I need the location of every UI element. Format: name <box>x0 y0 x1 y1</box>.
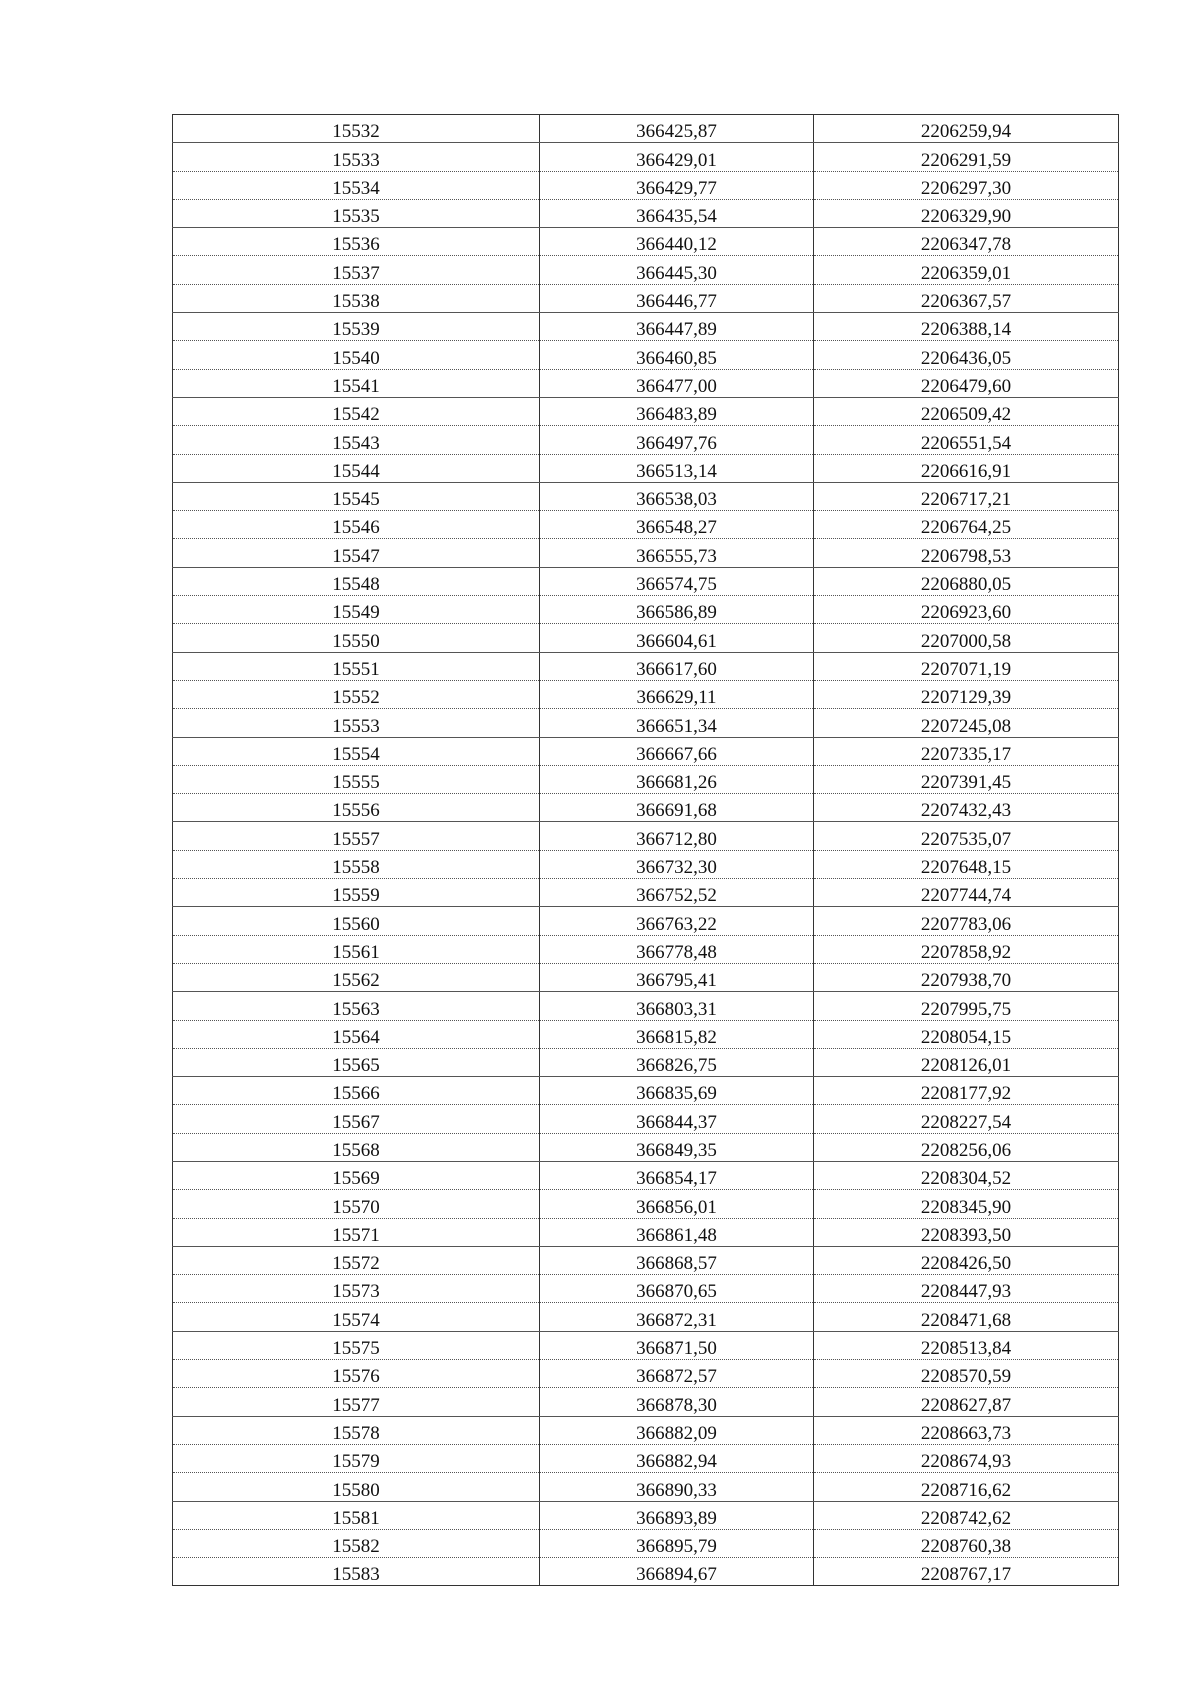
point-number-cell: 15549 <box>173 596 540 624</box>
y-coordinate-cell: 2207535,07 <box>814 822 1119 850</box>
y-coordinate-cell: 2207129,39 <box>814 680 1119 708</box>
x-coordinate-cell: 366868,57 <box>540 1246 814 1274</box>
point-number-cell: 15577 <box>173 1388 540 1416</box>
point-number-cell: 15569 <box>173 1161 540 1189</box>
y-coordinate-cell: 2206717,21 <box>814 482 1119 510</box>
x-coordinate-cell: 366803,31 <box>540 992 814 1020</box>
y-coordinate-cell: 2208742,62 <box>814 1501 1119 1529</box>
x-coordinate-cell: 366429,01 <box>540 143 814 171</box>
table-row <box>173 313 1119 341</box>
y-coordinate-cell: 2208716,62 <box>814 1473 1119 1501</box>
y-coordinate-cell: 2206798,53 <box>814 539 1119 567</box>
x-coordinate-cell: 366651,34 <box>540 709 814 737</box>
point-number-cell: 15544 <box>173 454 540 482</box>
x-coordinate-cell: 366440,12 <box>540 228 814 256</box>
y-coordinate-cell: 2206616,91 <box>814 454 1119 482</box>
table-row <box>173 539 1119 567</box>
table-row <box>173 1020 1119 1048</box>
point-number-cell: 15562 <box>173 963 540 991</box>
x-coordinate-cell: 366477,00 <box>540 369 814 397</box>
y-coordinate-cell: 2208471,68 <box>814 1303 1119 1331</box>
point-number-cell: 15543 <box>173 426 540 454</box>
x-coordinate-cell: 366586,89 <box>540 596 814 624</box>
y-coordinate-cell: 2208760,38 <box>814 1529 1119 1557</box>
table-row <box>173 1133 1119 1161</box>
y-coordinate-cell: 2206551,54 <box>814 426 1119 454</box>
y-coordinate-cell: 2207245,08 <box>814 709 1119 737</box>
x-coordinate-cell: 366878,30 <box>540 1388 814 1416</box>
x-coordinate-cell: 366871,50 <box>540 1331 814 1359</box>
point-number-cell: 15582 <box>173 1529 540 1557</box>
table-row <box>173 1473 1119 1501</box>
table-row <box>173 1388 1119 1416</box>
point-number-cell: 15537 <box>173 256 540 284</box>
x-coordinate-cell: 366778,48 <box>540 935 814 963</box>
y-coordinate-cell: 2207335,17 <box>814 737 1119 765</box>
x-coordinate-cell: 366844,37 <box>540 1105 814 1133</box>
x-coordinate-cell: 366497,76 <box>540 426 814 454</box>
y-coordinate-cell: 2207000,58 <box>814 624 1119 652</box>
point-number-cell: 15532 <box>173 115 540 143</box>
point-number-cell: 15553 <box>173 709 540 737</box>
point-number-cell: 15573 <box>173 1275 540 1303</box>
table-row <box>173 992 1119 1020</box>
y-coordinate-cell: 2206329,90 <box>814 199 1119 227</box>
y-coordinate-cell: 2208304,52 <box>814 1161 1119 1189</box>
table-row <box>173 1077 1119 1105</box>
y-coordinate-cell: 2207783,06 <box>814 907 1119 935</box>
table-row <box>173 1558 1119 1586</box>
x-coordinate-cell: 366445,30 <box>540 256 814 284</box>
table-row <box>173 1501 1119 1529</box>
table-row <box>173 341 1119 369</box>
point-number-cell: 15555 <box>173 765 540 793</box>
x-coordinate-cell: 366861,48 <box>540 1218 814 1246</box>
y-coordinate-cell: 2207744,74 <box>814 879 1119 907</box>
x-coordinate-cell: 366815,82 <box>540 1020 814 1048</box>
table-row <box>173 284 1119 312</box>
point-number-cell: 15581 <box>173 1501 540 1529</box>
table-row <box>173 596 1119 624</box>
table-row <box>173 1218 1119 1246</box>
y-coordinate-cell: 2208177,92 <box>814 1077 1119 1105</box>
y-coordinate-cell: 2206509,42 <box>814 397 1119 425</box>
table-row <box>173 1529 1119 1557</box>
y-coordinate-cell: 2208126,01 <box>814 1048 1119 1076</box>
x-coordinate-cell: 366854,17 <box>540 1161 814 1189</box>
point-number-cell: 15548 <box>173 567 540 595</box>
table-row <box>173 1246 1119 1274</box>
y-coordinate-cell: 2206923,60 <box>814 596 1119 624</box>
table-row <box>173 1360 1119 1388</box>
x-coordinate-cell: 366460,85 <box>540 341 814 369</box>
point-number-cell: 15583 <box>173 1558 540 1586</box>
x-coordinate-cell: 366890,33 <box>540 1473 814 1501</box>
table-row <box>173 482 1119 510</box>
x-coordinate-cell: 366882,09 <box>540 1416 814 1444</box>
x-coordinate-cell: 366893,89 <box>540 1501 814 1529</box>
point-number-cell: 15547 <box>173 539 540 567</box>
point-number-cell: 15539 <box>173 313 540 341</box>
point-number-cell: 15533 <box>173 143 540 171</box>
table-row <box>173 737 1119 765</box>
y-coordinate-cell: 2208393,50 <box>814 1218 1119 1246</box>
x-coordinate-cell: 366447,89 <box>540 313 814 341</box>
y-coordinate-cell: 2208345,90 <box>814 1190 1119 1218</box>
y-coordinate-cell: 2208663,73 <box>814 1416 1119 1444</box>
point-number-cell: 15579 <box>173 1444 540 1472</box>
x-coordinate-cell: 366835,69 <box>540 1077 814 1105</box>
x-coordinate-cell: 366691,68 <box>540 794 814 822</box>
x-coordinate-cell: 366826,75 <box>540 1048 814 1076</box>
x-coordinate-cell: 366849,35 <box>540 1133 814 1161</box>
point-number-cell: 15541 <box>173 369 540 397</box>
x-coordinate-cell: 366548,27 <box>540 511 814 539</box>
table-row <box>173 1161 1119 1189</box>
y-coordinate-cell: 2206436,05 <box>814 341 1119 369</box>
point-number-cell: 15542 <box>173 397 540 425</box>
point-number-cell: 15550 <box>173 624 540 652</box>
point-number-cell: 15545 <box>173 482 540 510</box>
point-number-cell: 15561 <box>173 935 540 963</box>
table-row <box>173 1416 1119 1444</box>
x-coordinate-cell: 366795,41 <box>540 963 814 991</box>
table-row <box>173 765 1119 793</box>
point-number-cell: 15578 <box>173 1416 540 1444</box>
point-number-cell: 15557 <box>173 822 540 850</box>
point-number-cell: 15551 <box>173 652 540 680</box>
point-number-cell: 15574 <box>173 1303 540 1331</box>
x-coordinate-cell: 366425,87 <box>540 115 814 143</box>
coordinates-table <box>172 114 1119 1586</box>
y-coordinate-cell: 2207858,92 <box>814 935 1119 963</box>
x-coordinate-cell: 366446,77 <box>540 284 814 312</box>
table-row <box>173 1444 1119 1472</box>
x-coordinate-cell: 366483,89 <box>540 397 814 425</box>
point-number-cell: 15556 <box>173 794 540 822</box>
point-number-cell: 15580 <box>173 1473 540 1501</box>
table-row <box>173 143 1119 171</box>
y-coordinate-cell: 2207938,70 <box>814 963 1119 991</box>
table-row <box>173 935 1119 963</box>
table-row <box>173 511 1119 539</box>
y-coordinate-cell: 2206347,78 <box>814 228 1119 256</box>
table-row <box>173 171 1119 199</box>
table-row <box>173 879 1119 907</box>
y-coordinate-cell: 2207995,75 <box>814 992 1119 1020</box>
point-number-cell: 15534 <box>173 171 540 199</box>
x-coordinate-cell: 366870,65 <box>540 1275 814 1303</box>
point-number-cell: 15546 <box>173 511 540 539</box>
y-coordinate-cell: 2206479,60 <box>814 369 1119 397</box>
y-coordinate-cell: 2208256,06 <box>814 1133 1119 1161</box>
x-coordinate-cell: 366872,57 <box>540 1360 814 1388</box>
x-coordinate-cell: 366617,60 <box>540 652 814 680</box>
point-number-cell: 15560 <box>173 907 540 935</box>
y-coordinate-cell: 2208513,84 <box>814 1331 1119 1359</box>
point-number-cell: 15559 <box>173 879 540 907</box>
y-coordinate-cell: 2208674,93 <box>814 1444 1119 1472</box>
point-number-cell: 15552 <box>173 680 540 708</box>
point-number-cell: 15567 <box>173 1105 540 1133</box>
table-row <box>173 454 1119 482</box>
table-row <box>173 624 1119 652</box>
y-coordinate-cell: 2208054,15 <box>814 1020 1119 1048</box>
y-coordinate-cell: 2208227,54 <box>814 1105 1119 1133</box>
table-row <box>173 1275 1119 1303</box>
x-coordinate-cell: 366872,31 <box>540 1303 814 1331</box>
table-row <box>173 1105 1119 1133</box>
table-row <box>173 228 1119 256</box>
x-coordinate-cell: 366712,80 <box>540 822 814 850</box>
y-coordinate-cell: 2206291,59 <box>814 143 1119 171</box>
table-row <box>173 199 1119 227</box>
point-number-cell: 15563 <box>173 992 540 1020</box>
y-coordinate-cell: 2206880,05 <box>814 567 1119 595</box>
table-row <box>173 369 1119 397</box>
table-row <box>173 1331 1119 1359</box>
x-coordinate-cell: 366856,01 <box>540 1190 814 1218</box>
x-coordinate-cell: 366763,22 <box>540 907 814 935</box>
x-coordinate-cell: 366555,73 <box>540 539 814 567</box>
x-coordinate-cell: 366895,79 <box>540 1529 814 1557</box>
y-coordinate-cell: 2208627,87 <box>814 1388 1119 1416</box>
y-coordinate-cell: 2206764,25 <box>814 511 1119 539</box>
table-row <box>173 709 1119 737</box>
y-coordinate-cell: 2208767,17 <box>814 1558 1119 1586</box>
table-row <box>173 822 1119 850</box>
x-coordinate-cell: 366513,14 <box>540 454 814 482</box>
table-row <box>173 850 1119 878</box>
point-number-cell: 15538 <box>173 284 540 312</box>
x-coordinate-cell: 366538,03 <box>540 482 814 510</box>
y-coordinate-cell: 2206388,14 <box>814 313 1119 341</box>
point-number-cell: 15570 <box>173 1190 540 1218</box>
point-number-cell: 15554 <box>173 737 540 765</box>
point-number-cell: 15566 <box>173 1077 540 1105</box>
x-coordinate-cell: 366574,75 <box>540 567 814 595</box>
y-coordinate-cell: 2206259,94 <box>814 115 1119 143</box>
table-row <box>173 907 1119 935</box>
y-coordinate-cell: 2208447,93 <box>814 1275 1119 1303</box>
point-number-cell: 15572 <box>173 1246 540 1274</box>
x-coordinate-cell: 366435,54 <box>540 199 814 227</box>
y-coordinate-cell: 2207432,43 <box>814 794 1119 822</box>
y-coordinate-cell: 2206297,30 <box>814 171 1119 199</box>
table-row <box>173 426 1119 454</box>
table-row <box>173 1048 1119 1076</box>
x-coordinate-cell: 366604,61 <box>540 624 814 652</box>
table-row <box>173 652 1119 680</box>
x-coordinate-cell: 366629,11 <box>540 680 814 708</box>
y-coordinate-cell: 2208570,59 <box>814 1360 1119 1388</box>
point-number-cell: 15535 <box>173 199 540 227</box>
x-coordinate-cell: 366429,77 <box>540 171 814 199</box>
y-coordinate-cell: 2206359,01 <box>814 256 1119 284</box>
x-coordinate-cell: 366752,52 <box>540 879 814 907</box>
y-coordinate-cell: 2208426,50 <box>814 1246 1119 1274</box>
point-number-cell: 15565 <box>173 1048 540 1076</box>
point-number-cell: 15536 <box>173 228 540 256</box>
table-row <box>173 680 1119 708</box>
point-number-cell: 15571 <box>173 1218 540 1246</box>
table-row <box>173 115 1119 143</box>
x-coordinate-cell: 366667,66 <box>540 737 814 765</box>
table-row <box>173 963 1119 991</box>
y-coordinate-cell: 2206367,57 <box>814 284 1119 312</box>
point-number-cell: 15575 <box>173 1331 540 1359</box>
table-row <box>173 567 1119 595</box>
table-row <box>173 1303 1119 1331</box>
table-row <box>173 1190 1119 1218</box>
x-coordinate-cell: 366732,30 <box>540 850 814 878</box>
point-number-cell: 15558 <box>173 850 540 878</box>
y-coordinate-cell: 2207391,45 <box>814 765 1119 793</box>
table-row <box>173 397 1119 425</box>
point-number-cell: 15540 <box>173 341 540 369</box>
y-coordinate-cell: 2207648,15 <box>814 850 1119 878</box>
table-row <box>173 794 1119 822</box>
x-coordinate-cell: 366894,67 <box>540 1558 814 1586</box>
point-number-cell: 15568 <box>173 1133 540 1161</box>
x-coordinate-cell: 366882,94 <box>540 1444 814 1472</box>
coordinates-table-body <box>173 115 1119 1586</box>
point-number-cell: 15576 <box>173 1360 540 1388</box>
table-row <box>173 256 1119 284</box>
point-number-cell: 15564 <box>173 1020 540 1048</box>
x-coordinate-cell: 366681,26 <box>540 765 814 793</box>
y-coordinate-cell: 2207071,19 <box>814 652 1119 680</box>
